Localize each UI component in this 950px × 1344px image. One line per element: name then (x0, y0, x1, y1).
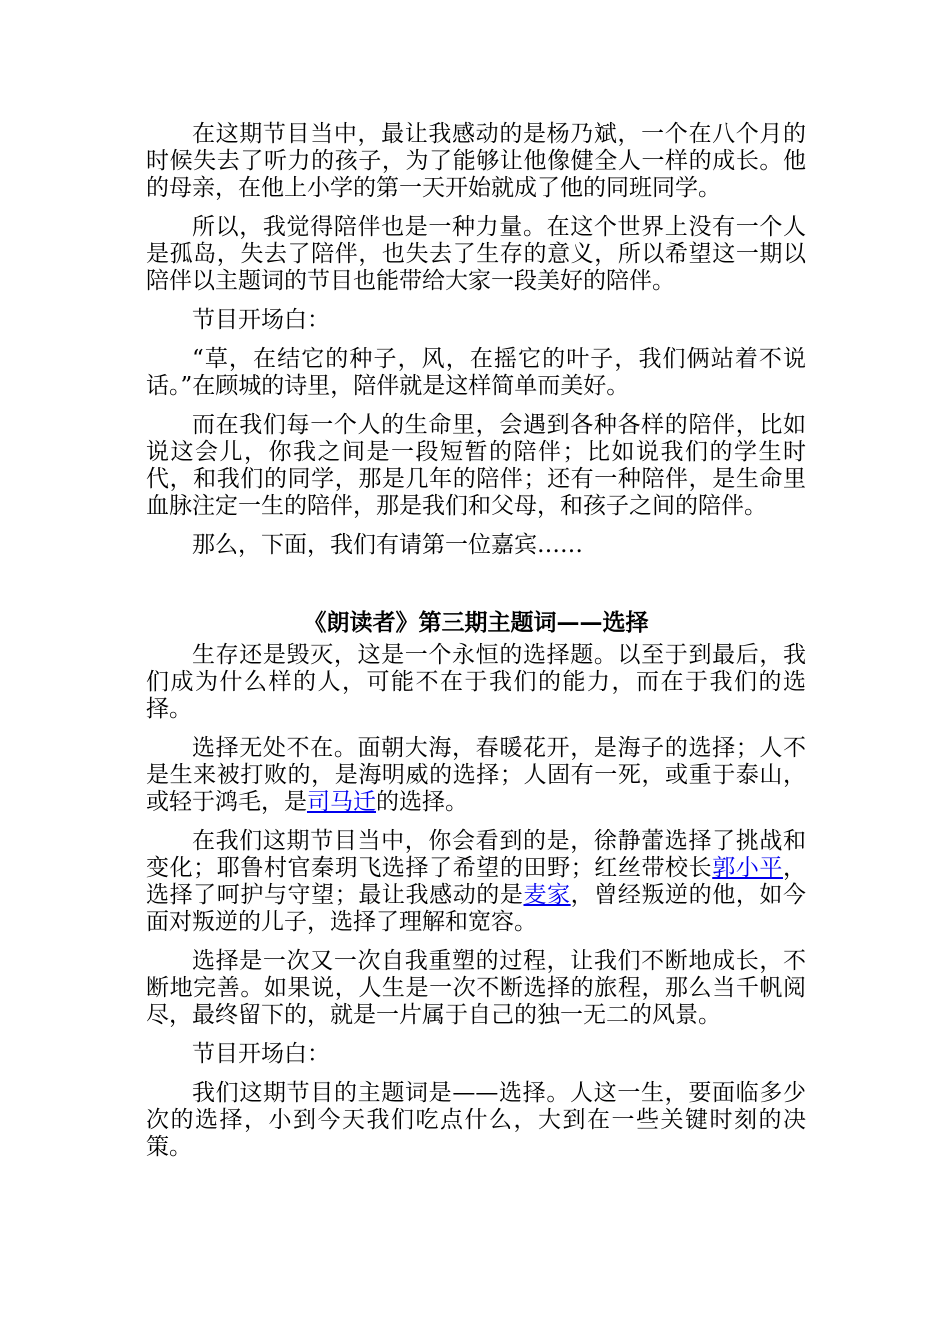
paragraph-text: 在我们这期节目当中，你会看到的是，徐静蕾选择了挑战和变化；耶鲁村官秦玥飞选择了希望的田野；红丝带校长 (146, 828, 806, 881)
link-simaqian[interactable]: 司马迁 (307, 789, 376, 815)
paragraph: 选择是一次又一次自我重塑的过程，让我们不断地成长，不断地完善。如果说，人生是一次不断选择的旅程，那么当千帆阅尽，最终留下的，就是一片属于自己的独一无二的风景。 (146, 948, 806, 1028)
paragraph: 节目开场白： (192, 1041, 330, 1067)
paragraph: 而在我们每一个人的生命里，会遇到各种各样的陪伴，比如说这会儿，你我之间是一段短暂的陪伴；比如说我们的学生时代，和我们的同学，那是几年的陪伴；还有一种陪伴，是生命里血脉注定一生的陪伴，那是我们和父母，和孩子之间的陪伴。 (146, 412, 806, 519)
paragraph: 我们这期节目的主题词是——选择。人这一生，要面临多少次的选择，小到今天我们吃点什么，大到在一些关键时刻的决策。 (146, 1080, 806, 1160)
paragraph (146, 828, 806, 936)
document-page (146, 121, 806, 1173)
paragraph: 生存还是毁灭，这是一个永恒的选择题。以至于到最后，我们成为什么样的人，可能不在于我们的能力，而在于我们的选择。 (146, 642, 806, 722)
paragraph (146, 735, 806, 816)
paragraph: 节目开场白： (192, 307, 330, 333)
paragraph-text: ，选择了呵护与守望；最让我感动的是 (146, 855, 807, 908)
paragraph: 所以，我觉得陪伴也是一种力量。在这个世界上没有一个人是孤岛，失去了陪伴，也失去了生存的意义，所以希望这一期以陪伴以主题词的节目也能带给大家一段美好的陪伴。 (146, 214, 806, 294)
paragraph: 在这期节目当中，最让我感动的是杨乃斌，一个在八个月的时候失去了听力的孩子，为了能够让他像健全人一样的成长。他的母亲，在他上小学的第一天开始就成了他的同班同学。 (146, 121, 806, 201)
paragraph: “草，在结它的种子，风，在摇它的叶子，我们俩站着不说话。”在顾城的诗里，陪伴就是这样简单而美好。 (146, 346, 806, 399)
section-spacer (146, 571, 806, 609)
link-maijia[interactable]: 麦家 (523, 882, 571, 908)
link-guoxiaoping[interactable]: 郭小平 (712, 855, 784, 881)
paragraph-text: 的选择。 (376, 789, 468, 815)
section-title: 《朗读者》第三期主题词——选择 (303, 609, 649, 636)
paragraph: 那么，下面，我们有请第一位嘉宾…… (192, 532, 583, 558)
paragraph-text: 选择无处不在。面朝大海，春暖花开，是海子的选择；人不是生来被打败的，是海明威的选择；人固有一死，或重于泰山，或轻于鸿毛，是 (146, 735, 806, 815)
paragraph-text: ，曾经叛逆的他，如今面对叛逆的儿子，选择了理解和宽容。 (146, 882, 807, 935)
